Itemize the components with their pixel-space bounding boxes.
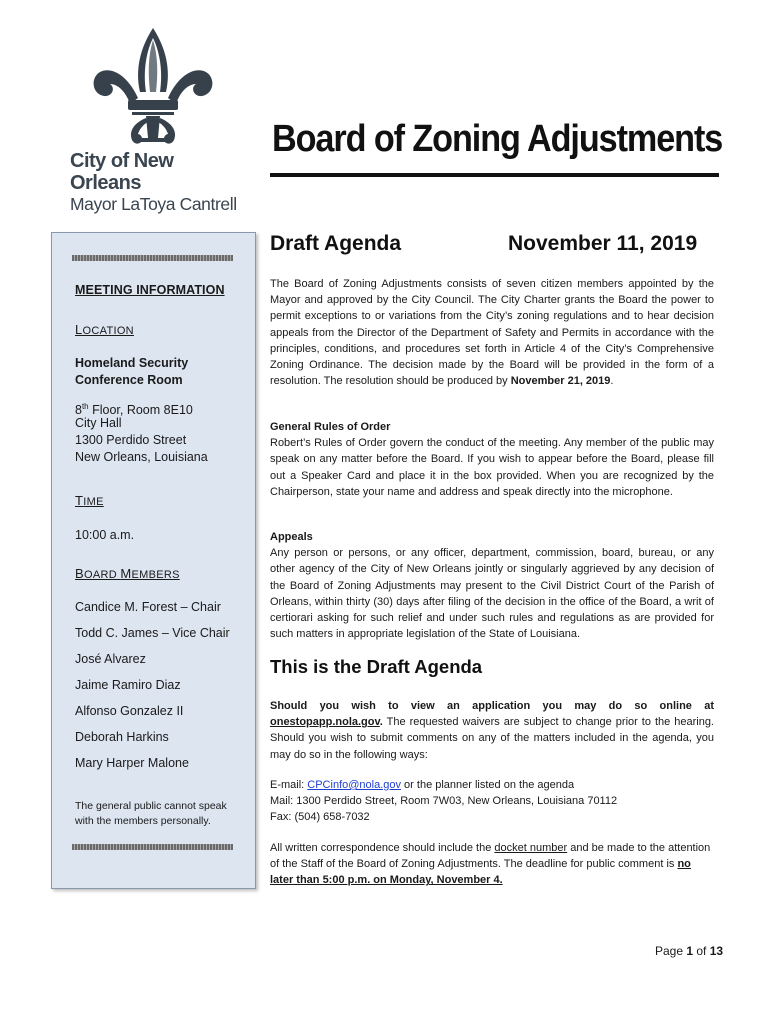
address-line-1: City Hall xyxy=(75,416,122,430)
board-member: José Alvarez xyxy=(75,652,146,666)
public-note-line-2: with the members personally. xyxy=(75,815,211,827)
board-member: Candice M. Forest – Chair xyxy=(75,600,221,614)
agenda-label: Draft Agenda xyxy=(270,232,402,255)
meeting-info-sidebar xyxy=(51,232,256,889)
fleur-de-lis-icon xyxy=(88,26,218,146)
appeals-heading: Appeals xyxy=(270,531,313,543)
sidebar-top-rule xyxy=(72,255,233,261)
logo-city-name: City of New Orleans xyxy=(70,150,174,194)
rules-heading: General Rules of Order xyxy=(270,421,391,433)
logo-mayor-name: Mayor LaToya Cantrell xyxy=(70,194,237,214)
intro-paragraph: The Board of Zoning Adjustments consists of seven citizen members appointed by the Mayor and approved by the City Council. The City Charter grants the Board the power to permit exceptions to or variations from the City’s zoning regulations and to hear decision appeals from the Director of the Department of Safety and Permits in accordance with the principles, conditions, and procedures set forth in Article 4 of the City’s Comprehensive Zoning Ordinance. The decision made by the Board will be provided in the form of a resolution. The resolution should be produced by November 21, 2019. xyxy=(270,278,714,388)
venue-line-2: Conference Room xyxy=(75,373,183,387)
public-note-line-1: The general public cannot speak xyxy=(75,800,227,812)
appeals-text: Any person or persons, or any officer, department, commission, board, bureau, or any other agency of the City of New Orleans jointly or singularly aggrieved by any decision of the Board of Zoning Adjustments may present to the Civil District Court of the Parish of Orleans, within thirty (30) days after filing of the decision in the office of the Board, a writ of certiorari asking for such relief and under such rules and regulations as are provided for such matters in appropriate legislation of the State of Louisiana. xyxy=(270,547,714,641)
city-logo xyxy=(70,26,240,214)
time-heading: TIME xyxy=(75,493,104,508)
address-line-3: New Orleans, Louisiana xyxy=(75,450,208,464)
page-title: Board of Zoning Adjustments xyxy=(272,118,723,160)
rules-text: Robert’s Rules of Order govern the conduct of the meeting. Any member of the public may speak on any matter before the Board. If you wish to appear before the Board, please fill out a Speaker Card and place it in the box provided. When you are recognized by the Chairperson, state your name and address and speak directly into the microphone. xyxy=(270,437,714,498)
agenda-date: November 11, 2019 xyxy=(508,232,698,255)
correspondence-paragraph: All written correspondence should include the docket number and be made to the attention of the Staff of the Board of Zoning Adjustments. The deadline for public comment is no later than 5:00 p.m. on Monday, November 4. xyxy=(270,842,711,887)
location-heading: LOCATION xyxy=(75,322,134,337)
onestopapp-link[interactable]: onestopapp.nola.gov xyxy=(270,716,380,729)
meeting-info-heading: MEETING INFORMATION xyxy=(75,283,225,297)
floor-room: 8th Floor, Room 8E10 xyxy=(75,402,193,418)
board-member: Jaime Ramiro Diaz xyxy=(75,678,181,692)
appeals-section xyxy=(270,529,714,642)
contact-block: E-mail: CPCinfo@nola.gov or the planner listed on the agenda Mail: 1300 Perdido Street, Room 7W03, New Orleans, Louisiana 70112 Fax: (504) 658-7032 xyxy=(270,777,714,826)
board-member: Alfonso Gonzalez II xyxy=(75,704,184,718)
page-number: Page 1 of 13 xyxy=(655,944,724,958)
meeting-time: 10:00 a.m. xyxy=(75,528,135,542)
board-member: Mary Harper Malone xyxy=(75,756,189,770)
rules-section xyxy=(270,419,714,500)
email-link[interactable]: CPCinfo@nola.gov xyxy=(307,779,401,791)
mail-address: Mail: 1300 Perdido Street, Room 7W03, New Orleans, Louisiana 70112 xyxy=(270,795,618,808)
sidebar-bottom-rule xyxy=(72,844,233,850)
board-member: Todd C. James – Vice Chair xyxy=(75,626,230,640)
draft-section-title: This is the Draft Agenda xyxy=(270,656,483,677)
comment-deadline: no later than 5:00 p.m. on Monday, November 4. xyxy=(270,858,691,887)
board-member: Deborah Harkins xyxy=(75,730,169,744)
online-paragraph: Should you wish to view an application you may do so online at onestopapp.nola.gov. The requested waivers are subject to change prior to the hearing. Should you wish to submit comments on any of the matters included in the agenda, you may do so in the following ways: xyxy=(270,700,714,761)
venue-line-1: Homeland Security xyxy=(75,356,189,370)
address-line-2: 1300 Perdido Street xyxy=(75,433,187,447)
board-members-heading: BOARD MEMBERS xyxy=(75,566,180,581)
title-divider xyxy=(270,173,719,177)
fax-number: Fax: (504) 658-7032 xyxy=(270,811,370,824)
